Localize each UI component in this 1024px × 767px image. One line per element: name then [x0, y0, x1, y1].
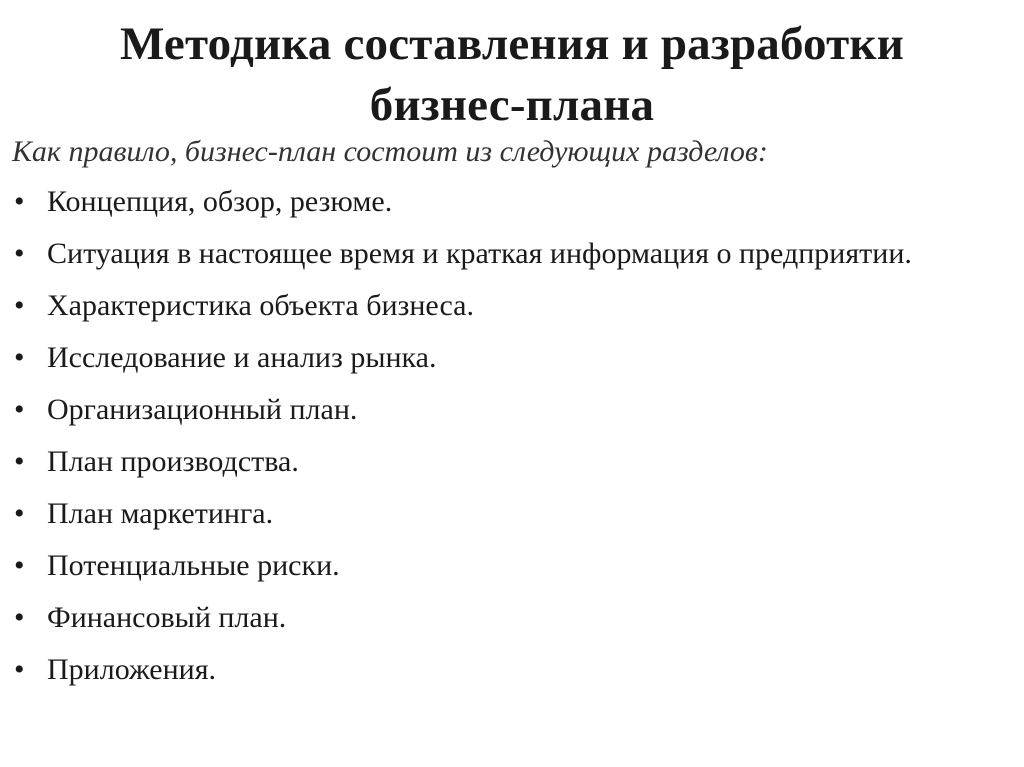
list-item [0, 286, 947, 326]
list-item [0, 182, 947, 222]
list-item-text: Потенциальные риски. [47, 549, 340, 582]
bullet-icon: • [14, 445, 25, 478]
list-item-text: Организационный план. [47, 393, 358, 426]
bullet-icon: • [14, 549, 25, 582]
list-item-text: Приложения. [47, 653, 216, 686]
bullet-icon: • [14, 393, 25, 426]
bullet-icon: • [14, 601, 25, 634]
list-item [0, 234, 947, 274]
list-item-text: План маркетинга. [47, 497, 274, 530]
slide-title-line-2: бизнес-плана [369, 79, 655, 131]
list-item [0, 338, 947, 378]
slide-title [0, 14, 1024, 136]
list-item-text: Ситуация в настоящее время и краткая информация о предприятии. [47, 237, 912, 270]
sections-list [0, 182, 1024, 702]
list-item [0, 494, 947, 534]
list-item [0, 390, 947, 430]
list-item [0, 650, 947, 690]
list-item [0, 546, 947, 586]
list-item-text: Исследование и анализ рынка. [47, 341, 437, 374]
bullet-icon: • [14, 653, 25, 686]
bullet-icon: • [14, 341, 25, 374]
list-item-text: Концепция, обзор, резюме. [47, 185, 393, 218]
list-item-text: Финансовый план. [47, 601, 287, 634]
list-item-text: Характеристика объекта бизнеса. [47, 289, 474, 322]
list-item [0, 598, 947, 638]
bullet-icon: • [14, 497, 25, 530]
bullet-icon: • [14, 237, 25, 270]
bullet-icon: • [14, 289, 25, 322]
list-item-text: План производства. [47, 445, 299, 478]
intro-text: Как правило, бизнес-план состоит из следующих разделов: [12, 135, 768, 168]
bullet-icon: • [14, 185, 25, 218]
list-item [0, 442, 947, 482]
slide-title-line-1: Методика составления и разработки [119, 18, 904, 70]
